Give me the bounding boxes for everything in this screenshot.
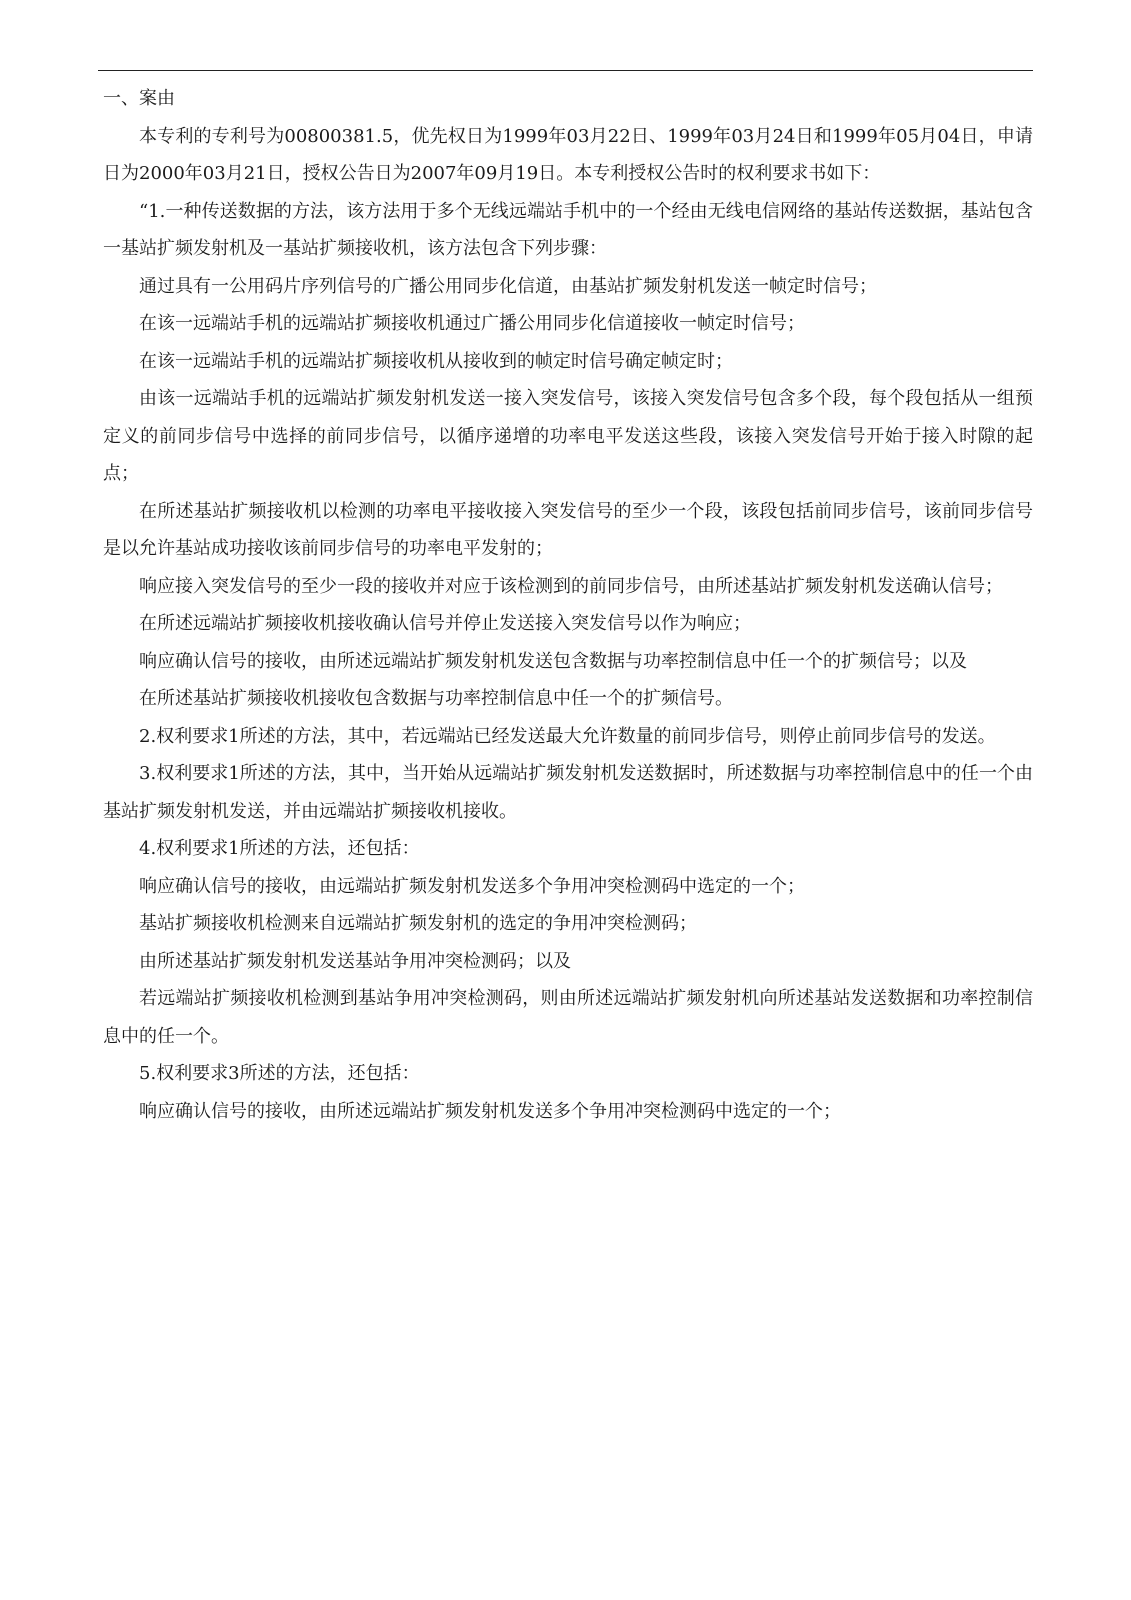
paragraph-claim-1-step: 响应确认信号的接收，由所述远端站扩频发射机发送包含数据与功率控制信息中任一个的扩频信号；以及: [139, 650, 967, 672]
header-rule: [98, 70, 1033, 71]
paragraph-case-summary: 本专利的专利号为00800381.5，优先权日为1999年03月22日、1999年03月24日和1999年05月04日，申请日为2000年03月21日，授权公告日为2007年09月19日。本专利授权公告时的权利要求书如下：: [103, 125, 1033, 184]
paragraph-claim-4: 4.权利要求1所述的方法，还包括：: [139, 838, 420, 859]
paragraph-claim-4-step: 由所述基站扩频发射机发送基站争用冲突检测码；以及: [139, 950, 571, 972]
paragraph-claim-5: 5.权利要求3所述的方法，还包括：: [139, 1063, 420, 1084]
paragraph-claim-1-step: 通过具有一公用码片序列信号的广播公用同步化信道，由基站扩频发射机发送一帧定时信号；: [139, 275, 877, 297]
document-body: [103, 80, 1033, 1130]
paragraph-claim-2: 2.权利要求1所述的方法，其中，若远端站已经发送最大允许数量的前同步信号，则停止前同步信号的发送。: [139, 725, 996, 747]
section-heading: 一、案由: [103, 88, 175, 109]
paragraph-claim-4-step: 若远端站扩频接收机检测到基站争用冲突检测码，则由所述远端站扩频发射机向所述基站发送数据和功率控制信息中的任一个。: [103, 988, 1033, 1047]
paragraph-claim-4-step: 基站扩频接收机检测来自远端站扩频发射机的选定的争用冲突检测码；: [139, 913, 697, 934]
paragraph-claim-1-step: 在该一远端站手机的远端站扩频接收机从接收到的帧定时信号确定帧定时；: [139, 350, 733, 372]
paragraph-claim-3: 3.权利要求1所述的方法，其中，当开始从远端站扩频发射机发送数据时，所述数据与功率控制信息中的任一个由基站扩频发射机发送，并由远端站扩频接收机接收。: [103, 763, 1033, 822]
paragraph-claim-1: “1.一种传送数据的方法，该方法用于多个无线远端站手机中的一个经由无线电信网络的基站传送数据，基站包含一基站扩频发射机及一基站扩频接收机，该方法包含下列步骤：: [103, 200, 1033, 259]
paragraph-claim-1-step: 在所述基站扩频接收机接收包含数据与功率控制信息中任一个的扩频信号。: [139, 688, 733, 709]
paragraph-claim-1-step: 由该一远端站手机的远端站扩频发射机发送一接入突发信号，该接入突发信号包含多个段，每个段包括从一组预定义的前同步信号中选择的前同步信号，以循序递增的功率电平发送这些段，该接入突发信号开始于接入时隙的起点；: [103, 388, 1033, 484]
paragraph-claim-4-step: 响应确认信号的接收，由远端站扩频发射机发送多个争用冲突检测码中选定的一个；: [139, 875, 805, 897]
paragraph-claim-1-step: 在所述远端站扩频接收机接收确认信号并停止发送接入突发信号以作为响应；: [139, 613, 751, 634]
paragraph-claim-1-step: 在该一远端站手机的远端站扩频接收机通过广播公用同步化信道接收一帧定时信号；: [139, 313, 805, 334]
paragraph-claim-1-step: 响应接入突发信号的至少一段的接收并对应于该检测到的前同步信号，由所述基站扩频发射机发送确认信号；: [139, 575, 1003, 597]
paragraph-claim-1-step: 在所述基站扩频接收机以检测的功率电平接收接入突发信号的至少一个段，该段包括前同步信号，该前同步信号是以允许基站成功接收该前同步信号的功率电平发射的；: [103, 500, 1033, 559]
paragraph-claim-5-step: 响应确认信号的接收，由所述远端站扩频发射机发送多个争用冲突检测码中选定的一个；: [139, 1100, 841, 1122]
